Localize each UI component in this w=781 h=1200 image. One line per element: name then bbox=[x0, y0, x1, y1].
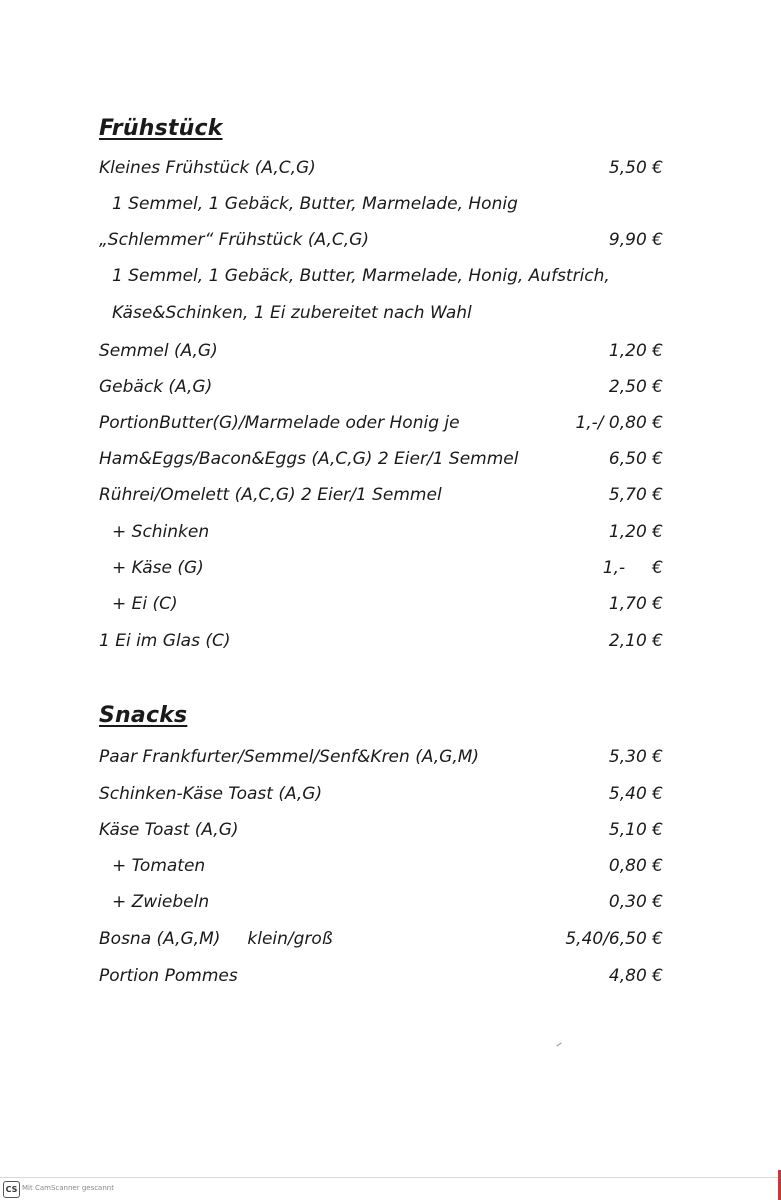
menu-row-addon bbox=[99, 852, 663, 880]
menu-row bbox=[99, 780, 663, 808]
menu-item-price: 5,50 € bbox=[608, 158, 663, 178]
menu-item-price: 5,40/6,50 € bbox=[565, 929, 663, 949]
menu-item-name: Portion Pommes bbox=[99, 966, 238, 986]
camscanner-logo-icon: CS bbox=[3, 1181, 20, 1198]
menu-item-price: 1,20 € bbox=[608, 522, 663, 542]
scan-artifact-mark bbox=[556, 1042, 561, 1046]
section-title-snacks: Snacks bbox=[99, 703, 188, 728]
menu-item-price: 5,10 € bbox=[608, 820, 663, 840]
menu-item-price: 4,80 € bbox=[608, 966, 663, 986]
menu-item-price: 5,30 € bbox=[608, 747, 663, 767]
section-title-fruehstueck: Frühstück bbox=[99, 116, 223, 141]
menu-item-name: Rührei/Omelett (A,C,G) 2 Eier/1 Semmel bbox=[99, 485, 442, 505]
menu-item-name: Gebäck (A,G) bbox=[99, 377, 213, 397]
menu-item-name: 1 Ei im Glas (C) bbox=[99, 631, 231, 651]
menu-item-price: 1,-/ 0,80 € bbox=[575, 413, 663, 433]
menu-item-price: 5,70 € bbox=[608, 485, 663, 505]
menu-row bbox=[99, 816, 663, 844]
menu-item-price: 1,20 € bbox=[608, 341, 663, 361]
menu-item-name: Ham&Eggs/Bacon&Eggs (A,C,G) 2 Eier/1 Semmel bbox=[99, 449, 519, 469]
menu-item-name: + Zwiebeln bbox=[112, 892, 210, 912]
menu-item-name: + Ei (C) bbox=[112, 594, 178, 614]
menu-item-price: 2,10 € bbox=[608, 631, 663, 651]
scanner-footer bbox=[0, 1177, 781, 1200]
menu-item-name: Bosna (A,G,M) klein/groß bbox=[99, 929, 333, 949]
menu-item-name: Paar Frankfurter/Semmel/Senf&Kren (A,G,M) bbox=[99, 747, 480, 767]
menu-item-name: „Schlemmer“ Frühstück (A,C,G) bbox=[99, 230, 369, 250]
menu-row bbox=[99, 627, 663, 655]
menu-row-addon bbox=[99, 554, 663, 582]
menu-row bbox=[99, 373, 663, 401]
menu-item-price: 0,30 € bbox=[608, 892, 663, 912]
menu-item-name: + Schinken bbox=[112, 522, 210, 542]
menu-item-price: 9,90 € bbox=[608, 230, 663, 250]
menu-row bbox=[99, 445, 663, 473]
menu-row bbox=[99, 409, 663, 437]
menu-item-description: Käse&Schinken, 1 Ei zubereitet nach Wahl bbox=[112, 303, 472, 323]
menu-row bbox=[99, 481, 663, 509]
menu-row bbox=[99, 925, 663, 953]
menu-row-addon bbox=[99, 590, 663, 618]
menu-item-price: 2,50 € bbox=[608, 377, 663, 397]
menu-item-name: PortionButter(G)/Marmelade oder Honig je bbox=[99, 413, 460, 433]
menu-item-name: Kleines Frühstück (A,C,G) bbox=[99, 158, 316, 178]
menu-item-name: Schinken-Käse Toast (A,G) bbox=[99, 784, 323, 804]
menu-item-price: 5,40 € bbox=[608, 784, 663, 804]
menu-item-name: + Käse (G) bbox=[112, 558, 204, 578]
menu-item-price: 0,80 € bbox=[608, 856, 663, 876]
menu-row bbox=[99, 226, 663, 254]
menu-item-price: 1,70 € bbox=[608, 594, 663, 614]
menu-row bbox=[99, 962, 663, 990]
menu-row-addon bbox=[99, 888, 663, 916]
menu-row-addon bbox=[99, 518, 663, 546]
menu-item-name: Semmel (A,G) bbox=[99, 341, 218, 361]
menu-item-name: Käse Toast (A,G) bbox=[99, 820, 239, 840]
menu-item-price: 1,- € bbox=[602, 558, 663, 578]
menu-item-description: 1 Semmel, 1 Gebäck, Butter, Marmelade, Honig bbox=[112, 194, 518, 214]
menu-item-name: + Tomaten bbox=[112, 856, 206, 876]
camscanner-watermark-text: Mit CamScanner gescannt bbox=[22, 1184, 114, 1192]
menu-row bbox=[99, 154, 663, 182]
menu-item-description: 1 Semmel, 1 Gebäck, Butter, Marmelade, Honig, Aufstrich, bbox=[112, 266, 610, 286]
menu-item-price: 6,50 € bbox=[608, 449, 663, 469]
menu-row bbox=[99, 337, 663, 365]
menu-row bbox=[99, 743, 663, 771]
